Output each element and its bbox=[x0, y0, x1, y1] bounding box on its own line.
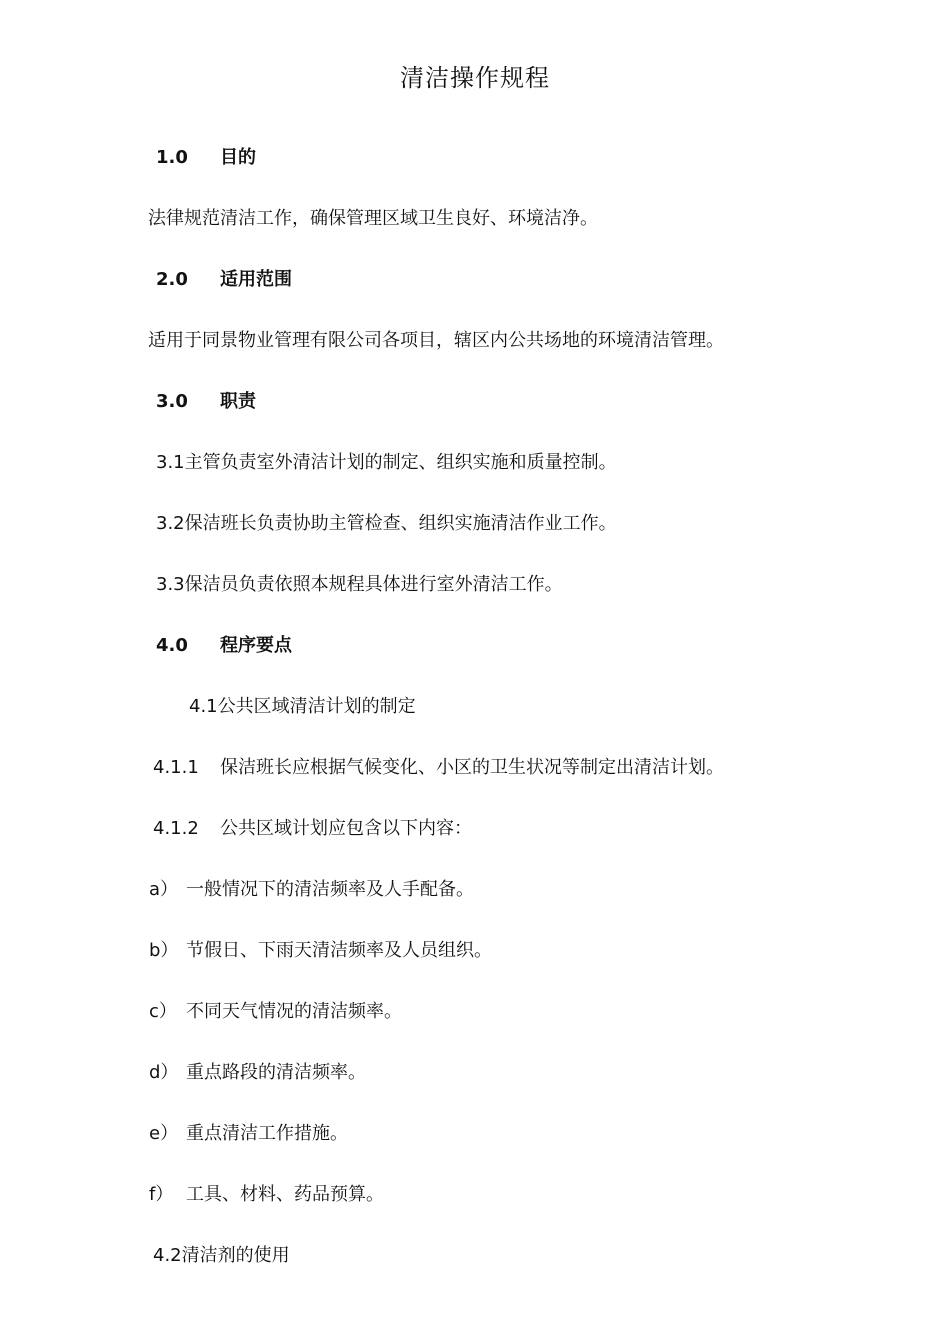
duty-item: 3.1主管负责室外清洁计划的制定、组织实施和质量控制。 bbox=[156, 452, 617, 473]
section-number: 4.0 bbox=[156, 635, 188, 656]
section-number: 3.0 bbox=[156, 391, 188, 412]
list-marker: a） bbox=[149, 879, 179, 900]
list-text: 节假日、下雨天清洁频率及人员组织。 bbox=[186, 940, 492, 961]
list-marker: d） bbox=[149, 1062, 179, 1083]
list-item bbox=[149, 877, 474, 903]
duty-item: 3.3保洁员负责依照本规程具体进行室外清洁工作。 bbox=[156, 574, 563, 595]
list-item bbox=[149, 1121, 348, 1147]
section-heading-procedure bbox=[156, 633, 292, 659]
section-number: 2.0 bbox=[156, 269, 188, 290]
clause-text: 保洁班长应根据气候变化、小区的卫生状况等制定出清洁计划。 bbox=[220, 757, 724, 778]
list-text: 不同天气情况的清洁频率。 bbox=[186, 1001, 402, 1022]
list-marker: f） bbox=[149, 1184, 174, 1205]
section-heading-scope bbox=[156, 267, 292, 293]
list-marker: c） bbox=[149, 1001, 177, 1022]
document-title: 清洁操作规程 bbox=[400, 64, 550, 92]
list-item bbox=[149, 1182, 384, 1208]
list-marker: e） bbox=[149, 1123, 179, 1144]
list-marker: b） bbox=[149, 940, 179, 961]
clause-number: 4.1.2 bbox=[153, 818, 199, 839]
clause-4-1-1 bbox=[153, 755, 724, 781]
list-item bbox=[149, 999, 402, 1025]
list-text: 重点清洁工作措施。 bbox=[186, 1123, 348, 1144]
section-title: 职责 bbox=[220, 391, 256, 412]
section-number: 1.0 bbox=[156, 147, 188, 168]
scope-text: 适用于同景物业管理有限公司各项目，辖区内公共场地的环境清洁管理。 bbox=[148, 330, 724, 351]
list-text: 重点路段的清洁频率。 bbox=[186, 1062, 366, 1083]
list-text: 工具、材料、药品预算。 bbox=[186, 1184, 384, 1205]
section-heading-duties bbox=[156, 389, 256, 415]
clause-number: 4.1.1 bbox=[153, 757, 199, 778]
list-text: 一般情况下的清洁频率及人手配备。 bbox=[186, 879, 474, 900]
section-title: 适用范围 bbox=[220, 269, 292, 290]
clause-text: 公共区域计划应包含以下内容： bbox=[220, 818, 472, 839]
subsection-4-2: 4.2清洁剂的使用 bbox=[153, 1245, 290, 1266]
list-item bbox=[149, 1060, 366, 1086]
subsection-4-1: 4.1公共区域清洁计划的制定 bbox=[189, 696, 416, 717]
duty-item: 3.2保洁班长负责协助主管检查、组织实施清洁作业工作。 bbox=[156, 513, 617, 534]
clause-4-1-2 bbox=[153, 816, 472, 842]
section-heading-purpose bbox=[156, 145, 256, 171]
section-title: 目的 bbox=[220, 147, 256, 168]
list-item bbox=[149, 938, 492, 964]
section-title: 程序要点 bbox=[220, 635, 292, 656]
purpose-text: 法律规范清洁工作，确保管理区域卫生良好、环境洁净。 bbox=[148, 208, 598, 229]
